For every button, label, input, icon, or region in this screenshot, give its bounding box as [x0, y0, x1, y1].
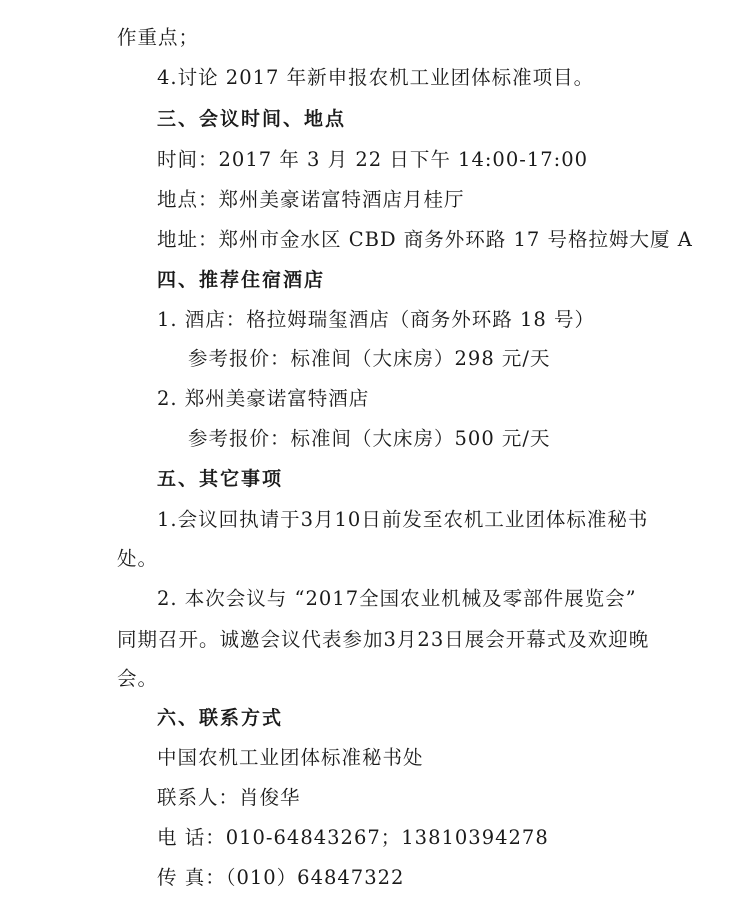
- contact-person: 联系人：肖俊华: [157, 786, 301, 809]
- text-line-continuation: 作重点；: [117, 26, 200, 49]
- hotel-1: 1. 酒店：格拉姆瑞玺酒店（商务外环路 18 号）: [157, 308, 596, 331]
- other-item-2-continuation: 同期召开。诚邀会议代表参加3月23日展会开幕式及欢迎晚: [117, 628, 650, 651]
- section-heading-time-location: 三、会议时间、地点: [157, 108, 347, 130]
- section-heading-other-matters: 五、其它事项: [157, 468, 284, 490]
- meeting-address: 地址：郑州市金水区 CBD 商务外环路 17 号格拉姆大厦 A: [157, 228, 693, 251]
- other-item-2: 2. 本次会议与 “2017全国农业机械及零部件展览会”: [157, 587, 637, 610]
- contact-phone: 电 话：010-64843267；13810394278: [157, 826, 549, 849]
- hotel-2-price: 参考报价：标准间（大床房）500 元/天: [188, 427, 551, 450]
- section-heading-contact: 六、联系方式: [157, 707, 284, 729]
- hotel-2: 2. 郑州美豪诺富特酒店: [157, 387, 370, 410]
- other-item-1-continuation: 处。: [117, 547, 159, 570]
- agenda-item-4: 4.讨论 2017 年新申报农机工业团体标准项目。: [157, 66, 595, 89]
- contact-organization: 中国农机工业团体标准秘书处: [157, 746, 424, 769]
- meeting-time: 时间：2017 年 3 月 22 日下午 14:00-17:00: [157, 148, 589, 171]
- section-heading-hotels: 四、推荐住宿酒店: [157, 269, 326, 291]
- contact-fax: 传 真：（010）64847322: [157, 866, 405, 889]
- other-item-2-end: 会。: [117, 667, 159, 690]
- other-item-1: 1.会议回执请于3月10日前发至农机工业团体标准秘书: [157, 508, 649, 531]
- hotel-1-price: 参考报价：标准间（大床房）298 元/天: [188, 347, 551, 370]
- meeting-location: 地点：郑州美豪诺富特酒店月桂厅: [157, 188, 465, 211]
